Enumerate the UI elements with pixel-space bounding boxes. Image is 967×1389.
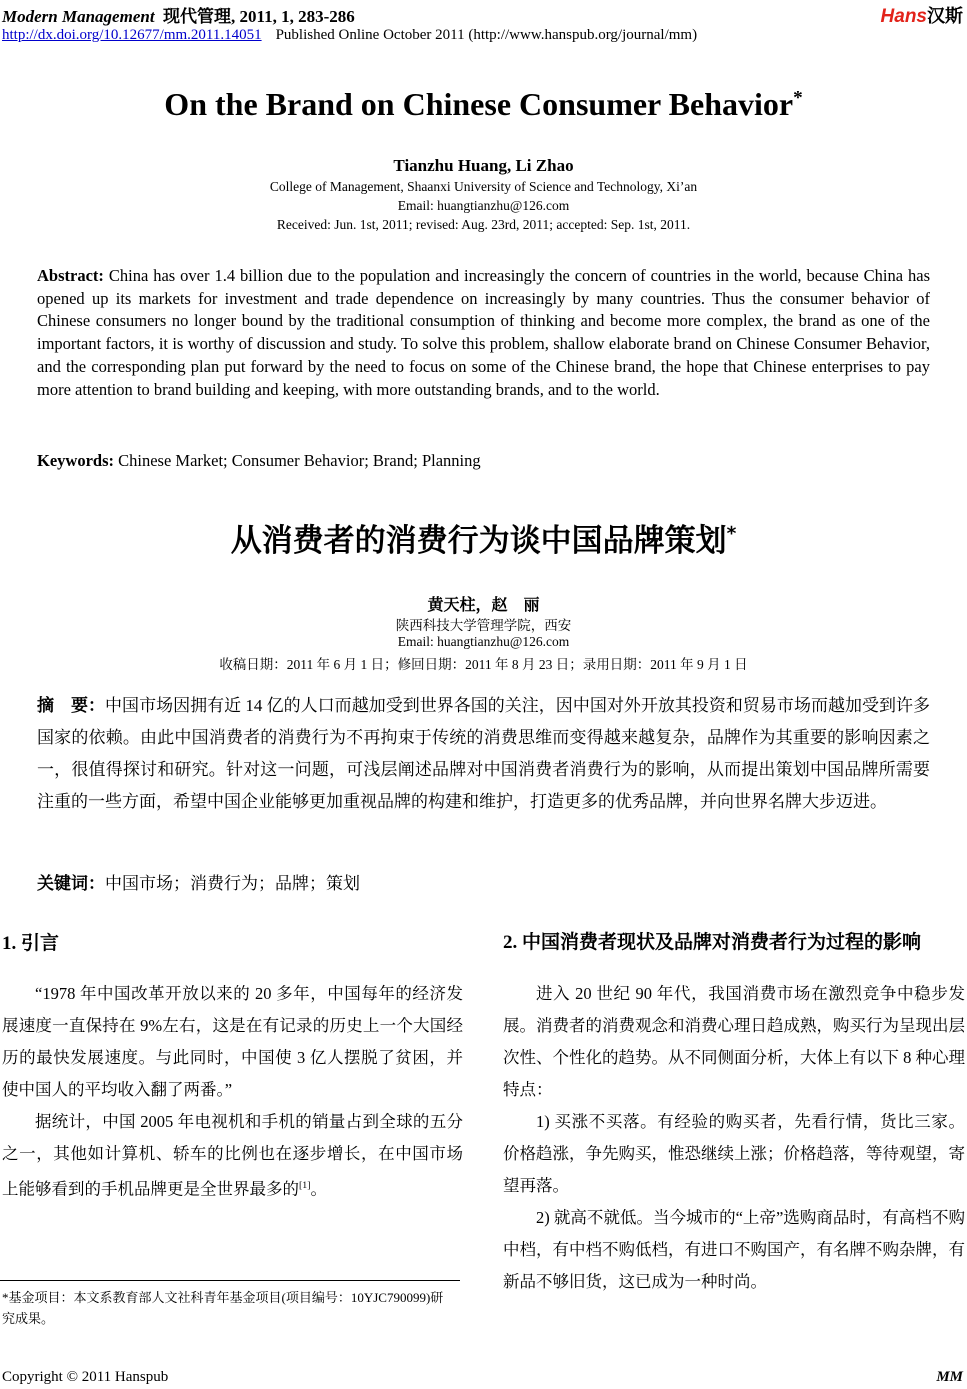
- keywords-label: Keywords:: [37, 451, 114, 470]
- abstract-text-cn: 中国市场因拥有近 14 亿的人口而越加受到世界各国的关注，因中国对外开放其投资和贸易市场而越加受到许多国家的依赖。由此中国消费者的消费行为不再拘束于传统的消费思维而变得越来越复杂，品牌作为其重要的影响因素之一，很值得探讨和研究。针对这一问题，可浅层阐述品牌对中国消费者消费行为的影响，从而提出策划中国品牌所需要注重的一些方面，希望中国企业能够更加重视品牌的构建和维护，打造更多的优秀品牌，并向世界名牌大步迈进。: [37, 696, 931, 811]
- abstract-label: Abstract:: [37, 266, 104, 285]
- citation-ref[interactable]: [1]: [299, 1180, 311, 1191]
- affiliation-en: College of Management, Shaanxi University of Science and Technology, Xi’an: [269, 179, 698, 194]
- journal-name: Modern Management: [2, 7, 155, 26]
- journal-issue: 现代管理, 2011, 1, 283-286: [163, 7, 355, 26]
- paragraph-text: 据统计，中国 2005 年电视机和手机的销量占到全球的五分之一，其他如计算机、轿车的比例也在逐步增长，在中国市场上能够看到的手机品牌更是全世界最多的: [2, 1112, 463, 1199]
- title-star-cn: *: [726, 523, 737, 545]
- authors-cn: 黄天柱，赵 丽: [427, 597, 540, 614]
- left-column: [2, 928, 463, 1206]
- keywords-text-cn: 中国市场；消费行为；品牌；策划: [105, 874, 360, 893]
- section-1-heading: 1. 引言: [2, 933, 60, 954]
- published-info: Published Online October 2011 (http://www.hanspub.org/journal/mm): [275, 27, 698, 43]
- abstract-text: China has over 1.4 billion due to the population and increasingly the concern of countries in the world, because China has opened up its markets for investment and trade dependence on increasingly by many countries. Thus the consumer behavior of Chinese consumers no longer bound by the traditional consumption of thinking and become more complex, the brand as one of the important factors, it is worthy of discussion and study. To solve this problem, shallow elaborate brand on Chinese Consumer Behavior, and the corresponding plan put forward by the need to focus on some of the Chinese brand, the hope that Chinese enterprises to pay more attention to brand building and keeping, with more outstanding brands, and to the world.: [37, 266, 931, 399]
- logo-en: Hans: [880, 6, 927, 27]
- affiliation-cn: 陕西科技大学管理学院，西安: [395, 618, 572, 633]
- paper-title-en: [0, 86, 967, 123]
- footnote-rule: [0, 1280, 460, 1281]
- title-text-cn: 从消费者的消费行为谈中国品牌策划: [230, 523, 727, 559]
- section-1-paragraph: “1978 年中国改革开放以来的 20 多年，中国每年的经济发展速度一直保持在 9%左右，这是在有记录的历史上一个大国经历的最快发展速度。与此同时，中国使 3 亿人摆脱了贫困，并使中国人的平均收入翻了两番。”: [2, 984, 463, 1099]
- journal-citation: [2, 2, 355, 27]
- authors-en: Tianzhu Huang, Li Zhao: [393, 156, 574, 175]
- dates-cn: 收稿日期：2011 年 6 月 1 日；修回日期：2011 年 8 月 23 日；录用日期：2011 年 9 月 1 日: [219, 657, 748, 672]
- footer-journal-abbr: MM: [936, 1369, 963, 1385]
- section-2-paragraph: 1) 买涨不买落。有经验的购买者，先看行情，货比三家。价格趋涨，争先购买，惟恐继续上涨；价格趋落，等待观望，寄望再落。: [503, 1112, 965, 1195]
- doi-link[interactable]: http://dx.doi.org/10.12677/mm.2011.14051: [2, 27, 262, 43]
- section-2-heading: 2. 中国消费者现状及品牌对消费者行为过程的影响: [503, 932, 922, 953]
- abstract-cn: [37, 690, 930, 818]
- keywords-en: [37, 450, 930, 473]
- doi-line: [2, 27, 697, 44]
- abstract-en: [37, 265, 930, 401]
- hanspub-logo: [881, 2, 963, 28]
- dates-en: Received: Jun. 1st, 2011; revised: Aug. 23rd, 2011; accepted: Sep. 1st, 2011.: [276, 217, 691, 232]
- email-en: Email: huangtianzhu@126.com: [397, 198, 570, 213]
- keywords-text: Chinese Market; Consumer Behavior; Brand; Planning: [118, 451, 481, 470]
- section-2-paragraph: 2) 就高不就低。当今城市的“上帝”选购商品时，有高档不购中档，有中档不购低档，有进口不购国产，有名牌不购杂牌，有新品不够旧货，这已成为一种时尚。: [503, 1208, 965, 1291]
- title-text: On the Brand on Chinese Consumer Behavior: [164, 86, 794, 122]
- right-column: [503, 928, 965, 1298]
- abstract-label-cn: 摘 要：: [37, 696, 106, 715]
- footer-copyright: Copyright © 2011 Hanspub: [2, 1369, 169, 1385]
- footnote: *基金项目：本文系教育部人文社科青年基金项目(项目编号：10YJC790099)研究成果。: [2, 1290, 444, 1326]
- section-2-paragraph: 进入 20 世纪 90 年代，我国消费市场在激烈竞争中稳步发展。消费者的消费观念和消费心理日趋成熟，购买行为呈现出层次性、个性化的趋势。从不同侧面分析，大体上有以下 8 种心理特点：: [503, 984, 965, 1099]
- keywords-cn: [37, 868, 930, 900]
- section-1-paragraph: [2, 1106, 463, 1206]
- title-star: *: [793, 87, 803, 109]
- paper-title-cn: [0, 515, 967, 560]
- logo-cn: 汉斯: [927, 6, 963, 26]
- paragraph-end: 。: [310, 1179, 328, 1199]
- email-cn: Email: huangtianzhu@126.com: [397, 634, 570, 649]
- keywords-label-cn: 关键词：: [37, 874, 105, 893]
